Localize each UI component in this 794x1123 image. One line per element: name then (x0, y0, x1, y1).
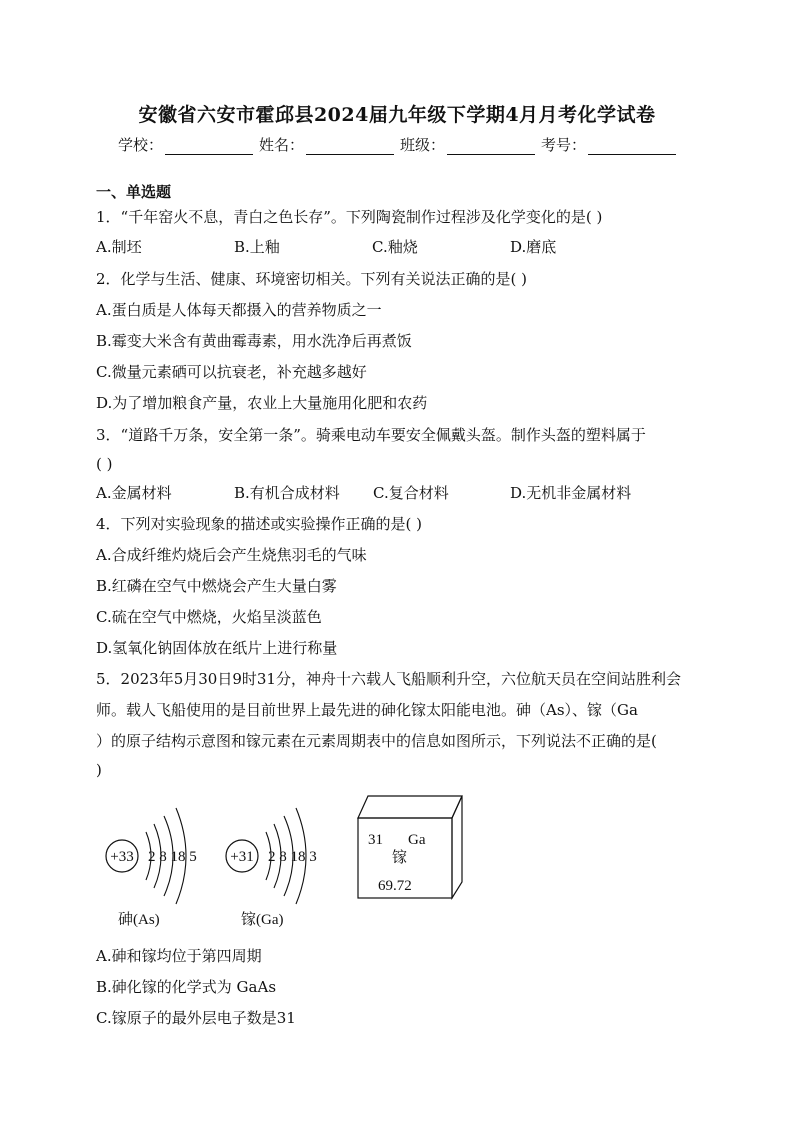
q5-option-b: B.砷化镓的化学式为 GaAs (96, 978, 277, 996)
cell-top-face (358, 796, 462, 818)
q5-stem-line3: ）的原子结构示意图和镓元素在元素周期表中的信息如图所示，下列说法不正确的是( (96, 732, 657, 750)
q1-option-d: D.磨底 (510, 238, 557, 256)
class-field (400, 134, 535, 155)
q5-stem-line1: 5．2023年5月30日9时31分，神舟十六载人飞船顺利升空，六位航天员在空间站胜利会 (96, 670, 681, 688)
name-field (259, 134, 394, 155)
exam-title: 安徽省六安市霍邱县2024届九年级下学期4月月考化学试卷 (138, 104, 656, 126)
q3-option-d: D.无机非金属材料 (510, 484, 632, 502)
exam-number-label: 考号： (541, 136, 587, 154)
q3-stem-line2: ( ) (96, 455, 113, 473)
q1-option-a: A.制坯 (96, 238, 142, 256)
q1-stem: 1．“千年窑火不息，青白之色长存”。下列陶瓷制作过程涉及化学变化的是( ) (96, 208, 603, 226)
school-blank (165, 138, 253, 155)
exam-number-blank (588, 138, 676, 155)
arsenic-atom-diagram (106, 808, 197, 928)
q3-options (96, 482, 650, 503)
cell-element-name: 镓 (392, 848, 408, 866)
q2-stem: 2．化学与生活、健康、环境密切相关。下列有关说法正确的是( ) (96, 270, 528, 288)
q4-option-a: A.合成纤维灼烧后会产生烧焦羽毛的气味 (96, 546, 367, 564)
q5-stem-line4: ) (96, 761, 102, 779)
q1-option-c: C.釉烧 (372, 238, 418, 256)
as-label: 砷(As) (118, 912, 160, 928)
q4-option-c: C.硫在空气中燃烧，火焰呈淡蓝色 (96, 608, 322, 626)
cell-symbol: Ga (408, 832, 426, 848)
q1-options (96, 236, 610, 257)
as-electron-config: 2 8 18 5 (148, 849, 197, 865)
exam-number-field (541, 134, 676, 155)
ga-electron-config: 2 8 18 3 (268, 849, 317, 865)
periodic-table-cell (358, 796, 462, 898)
q3-option-b: B.有机合成材料 (234, 484, 340, 502)
q2-option-a: A.蛋白质是人体每天都摄入的营养物质之一 (96, 301, 382, 319)
q3-stem-line1: 3．“道路千万条，安全第一条”。骑乘电动车要安全佩戴头盔。制作头盔的塑料属于 (96, 426, 646, 444)
q2-option-b: B.霉变大米含有黄曲霉毒素，用水洗净后再煮饭 (96, 332, 412, 350)
cell-atomic-mass: 69.72 (378, 878, 412, 894)
name-label: 姓名： (258, 136, 304, 154)
q2-option-c: C.微量元素硒可以抗衰老，补充越多越好 (96, 363, 367, 381)
atomic-structure-figure (96, 790, 476, 940)
class-label: 班级： (400, 136, 446, 154)
student-info-row (0, 134, 794, 155)
as-nucleus-charge: +33 (110, 849, 134, 865)
q4-option-d: D.氢氧化钠固体放在纸片上进行称量 (96, 639, 338, 657)
q5-option-c: C.镓原子的最外层电子数是31 (96, 1009, 296, 1027)
school-field (118, 134, 253, 155)
gallium-atom-diagram (226, 808, 317, 928)
class-blank (447, 138, 535, 155)
q4-option-b: B.红磷在空气中燃烧会产生大量白雾 (96, 577, 337, 595)
ga-nucleus-charge: +31 (230, 849, 254, 865)
section-title: 一、单选题 (96, 183, 172, 201)
q1-option-b: B.上釉 (234, 238, 280, 256)
q3-option-a: A.金属材料 (96, 484, 172, 502)
name-blank (306, 138, 394, 155)
q2-option-d: D.为了增加粮食产量，农业上大量施用化肥和农药 (96, 394, 428, 412)
ga-label: 镓(Ga) (241, 912, 284, 928)
q5-stem-line2: 师。载人飞船使用的是目前世界上最先进的砷化镓太阳能电池。砷（As）、镓（Ga (96, 701, 638, 719)
cell-side-face (452, 796, 462, 898)
cell-atomic-number: 31 (368, 832, 383, 848)
q4-stem: 4．下列对实验现象的描述或实验操作正确的是( ) (96, 515, 423, 533)
school-label: 学校： (117, 136, 163, 154)
q5-option-a: A.砷和镓均位于第四周期 (96, 947, 262, 965)
q3-option-c: C.复合材料 (373, 484, 449, 502)
